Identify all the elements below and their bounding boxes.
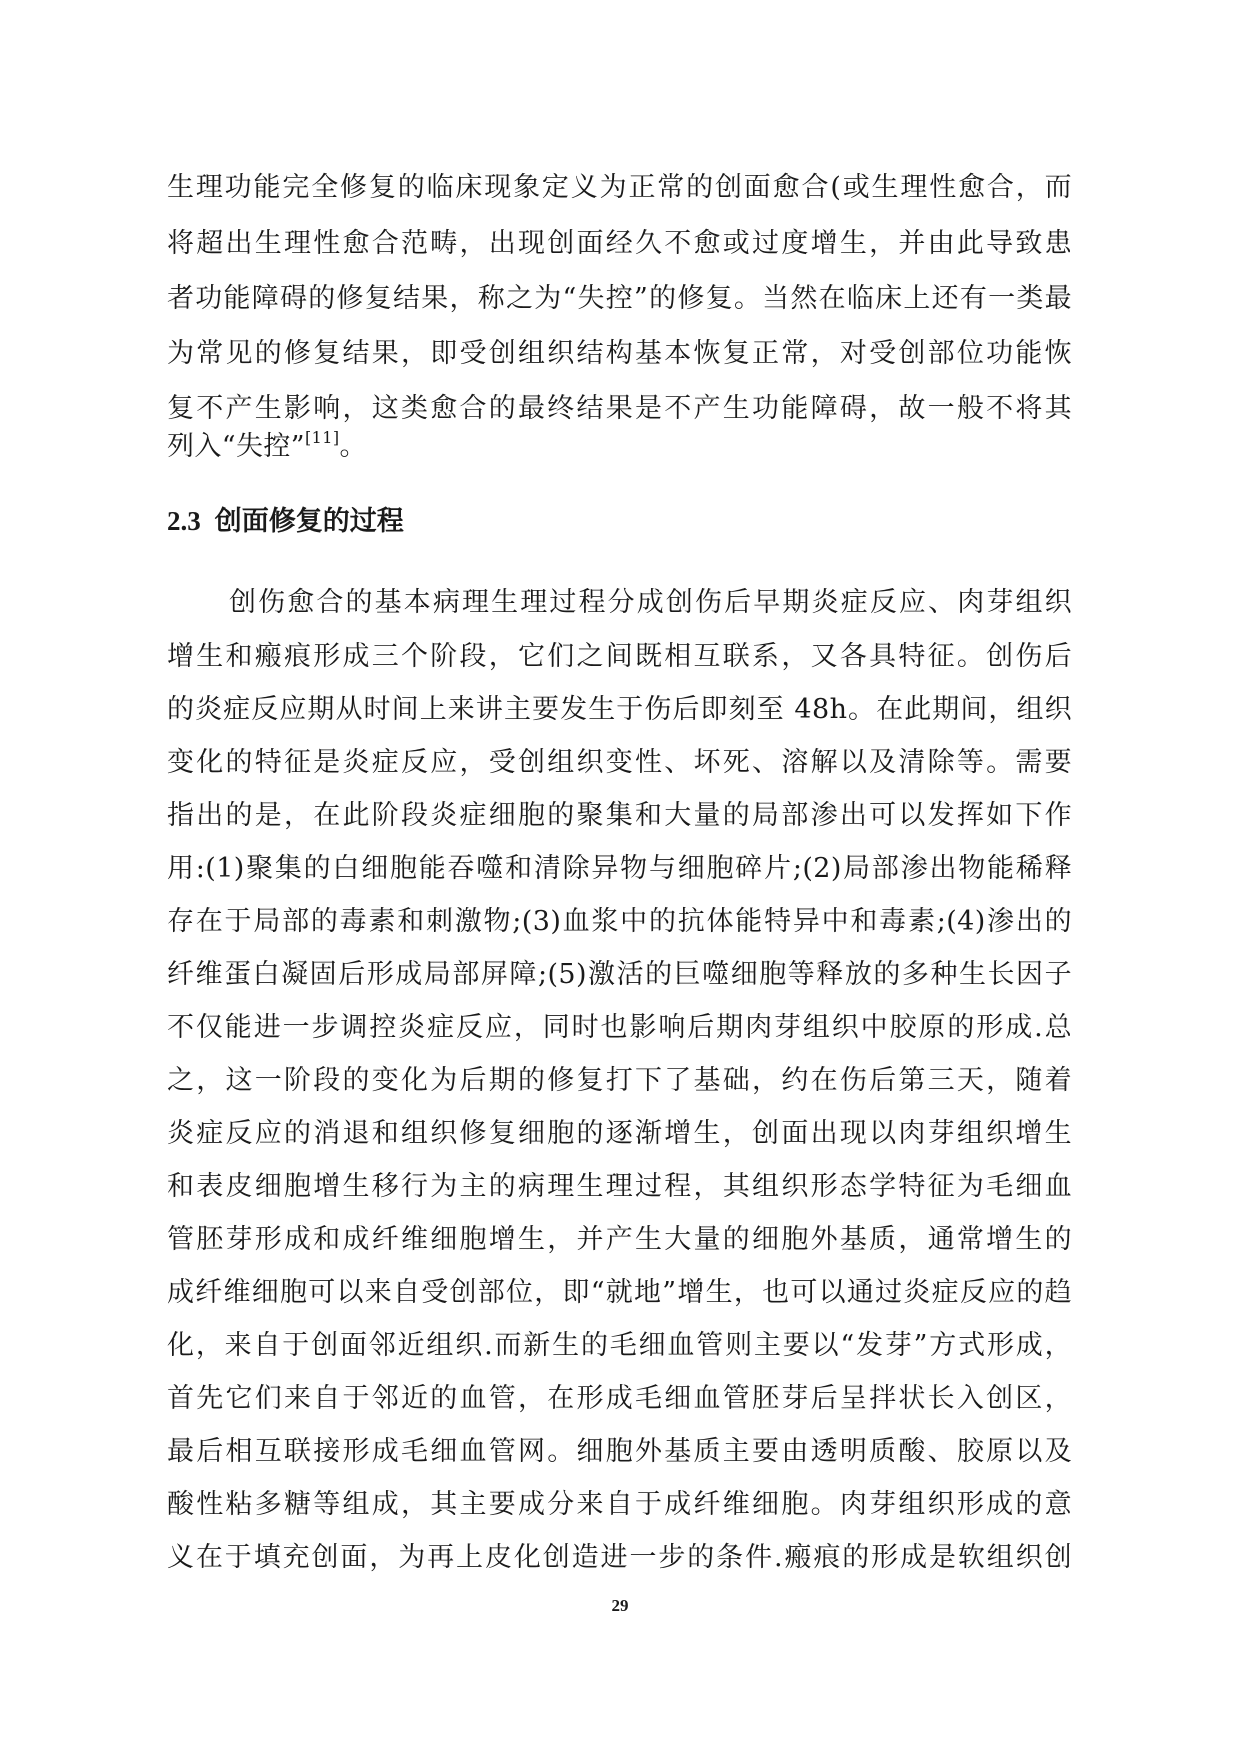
paragraph-2-line: 酸性粘多糖等组成，其主要成分来自于成纤维细胞。肉芽组织形成的意: [167, 1489, 1072, 1520]
paragraph-2-line: 存在于局部的毒素和刺激物;(3)血浆中的抗体能特异中和毒素;(4)渗出的: [167, 906, 1072, 937]
paragraph-2-line: 创伤愈合的基本病理生理过程分成创伤后早期炎症反应、肉芽组织: [229, 587, 1072, 618]
paragraph-2-line: 的炎症反应期从时间上来讲主要发生于伤后即刻至 48h。在此期间，组织: [167, 694, 1072, 725]
paragraph-2-line: 成纤维细胞可以来自受创部位，即“就地”增生，也可以通过炎症反应的趋: [167, 1277, 1072, 1308]
paragraph-2-line: 炎症反应的消退和组织修复细胞的逐渐增生，创面出现以肉芽组织增生: [167, 1118, 1072, 1149]
section-heading: [167, 499, 404, 538]
paragraph-2-line: 指出的是，在此阶段炎症细胞的聚集和大量的局部渗出可以发挥如下作: [167, 800, 1072, 831]
citation-ref: [11]: [305, 428, 340, 447]
paragraph-2-line: 增生和瘢痕形成三个阶段，它们之间既相互联系，又各具特征。创伤后: [167, 641, 1072, 672]
paragraph-2-line: 管胚芽形成和成纤维细胞增生，并产生大量的细胞外基质，通常增生的: [167, 1224, 1072, 1255]
page-number: 29: [611, 1596, 629, 1615]
paragraph-2-line: 化，来自于创面邻近组织.而新生的毛细血管则主要以“发芽”方式形成，: [167, 1330, 1072, 1361]
paragraph-2-line: 最后相互联接形成毛细血管网。细胞外基质主要由透明质酸、胶原以及: [167, 1436, 1072, 1467]
paragraph-1-line: 者功能障碍的修复结果，称之为“失控”的修复。当然在临床上还有一类最: [167, 283, 1072, 314]
paragraph-2-line: 变化的特征是炎症反应，受创组织变性、坏死、溶解以及清除等。需要: [167, 747, 1072, 778]
paragraph-1-last-end: 。: [339, 431, 367, 462]
paragraph-2-line: 用:(1)聚集的白细胞能吞噬和清除异物与细胞碎片;(2)局部渗出物能稀释: [167, 853, 1072, 884]
paragraph-2-line: 不仅能进一步调控炎症反应，同时也影响后期肉芽组织中胶原的形成.总: [167, 1012, 1072, 1043]
paragraph-2-line: 和表皮细胞增生移行为主的病理生理过程，其组织形态学特征为毛细血: [167, 1171, 1072, 1202]
paragraph-1-last-line: [167, 424, 367, 463]
paragraph-2-line: 之，这一阶段的变化为后期的修复打下了基础，约在伤后第三天，随着: [167, 1065, 1072, 1096]
paragraph-1-line: 生理功能完全修复的临床现象定义为正常的创面愈合(或生理性愈合，而: [167, 172, 1072, 203]
paragraph-2-line: 纤维蛋白凝固后形成局部屏障;(5)激活的巨噬细胞等释放的多种生长因子: [167, 959, 1072, 990]
section-number: 2.3: [167, 506, 201, 536]
paragraph-1-line: 复不产生影响，这类愈合的最终结果是不产生功能障碍，故一般不将其: [167, 393, 1072, 424]
paragraph-1-last-text: 列入“失控”: [167, 431, 306, 462]
paragraph-1-line: 为常见的修复结果，即受创组织结构基本恢复正常，对受创部位功能恢: [167, 338, 1072, 369]
paragraph-2-line: 首先它们来自于邻近的血管，在形成毛细血管胚芽后呈拌状长入创区，: [167, 1383, 1072, 1414]
section-title: 创面修复的过程: [214, 506, 404, 537]
paragraph-1-line: 将超出生理性愈合范畴，出现创面经久不愈或过度增生，并由此导致患: [167, 228, 1072, 259]
paragraph-2-line: 义在于填充创面，为再上皮化创造进一步的条件.瘢痕的形成是软组织创: [167, 1542, 1072, 1573]
